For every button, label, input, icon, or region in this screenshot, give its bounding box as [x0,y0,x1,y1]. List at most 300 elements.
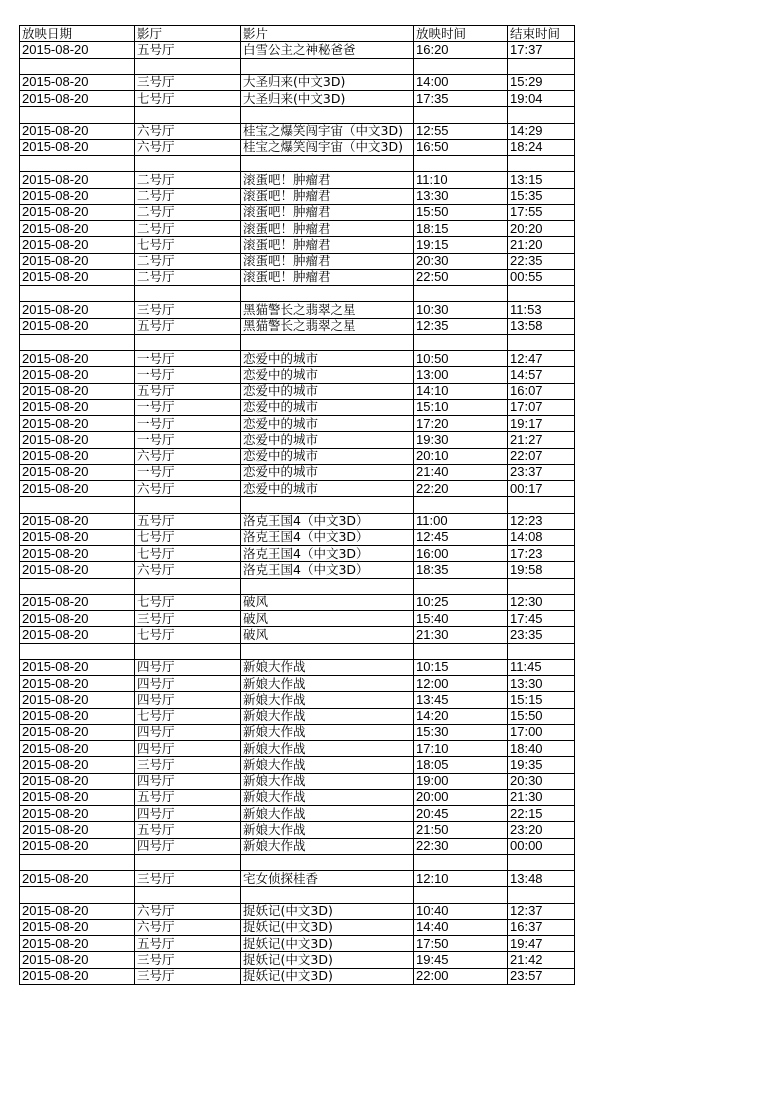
header-end-time: 结束时间 [508,26,575,42]
cell-film: 破风 [241,594,414,610]
cell-end-time: 00:55 [508,269,575,285]
cell-film [241,156,414,172]
table-row [20,676,575,692]
cell-date: 2015-08-20 [20,968,135,984]
cell-date [20,334,135,350]
cell-start-time: 12:45 [414,529,508,545]
cell-start-time: 15:10 [414,399,508,415]
table-row [20,123,575,139]
table-row [20,269,575,285]
table-row [20,139,575,155]
cell-hall: 五号厅 [135,42,241,58]
cell-start-time: 19:45 [414,952,508,968]
cell-film: 新娘大作战 [241,757,414,773]
table-row [20,562,575,578]
cell-end-time: 21:27 [508,432,575,448]
spacer-row [20,156,575,172]
cell-hall: 六号厅 [135,562,241,578]
cell-date: 2015-08-20 [20,903,135,919]
cell-date: 2015-08-20 [20,318,135,334]
cell-end-time: 13:15 [508,172,575,188]
cell-end-time: 17:55 [508,204,575,220]
cell-date: 2015-08-20 [20,838,135,854]
cell-end-time: 11:53 [508,302,575,318]
table-body [20,42,575,985]
cell-hall: 七号厅 [135,627,241,643]
cell-film: 洛克王国4（中文3D） [241,513,414,529]
cell-film [241,854,414,870]
cell-film: 洛克王国4（中文3D） [241,562,414,578]
cell-film: 新娘大作战 [241,676,414,692]
cell-hall: 五号厅 [135,383,241,399]
cell-film: 新娘大作战 [241,692,414,708]
cell-film: 新娘大作战 [241,708,414,724]
cell-hall: 五号厅 [135,789,241,805]
cell-start-time: 12:00 [414,676,508,692]
cell-film: 滚蛋吧！肿瘤君 [241,269,414,285]
cell-start-time: 11:10 [414,172,508,188]
table-row [20,692,575,708]
table-row [20,91,575,107]
cell-start-time [414,286,508,302]
header-start-time: 放映时间 [414,26,508,42]
cell-hall: 一号厅 [135,416,241,432]
cell-start-time: 10:40 [414,903,508,919]
cell-film: 桂宝之爆笑闯宇宙（中文3D) [241,123,414,139]
cell-date [20,643,135,659]
table-row [20,42,575,58]
cell-film: 新娘大作战 [241,659,414,675]
cell-end-time: 13:48 [508,871,575,887]
cell-hall [135,578,241,594]
cell-film: 滚蛋吧！肿瘤君 [241,204,414,220]
cell-film: 捉妖记(中文3D) [241,903,414,919]
cell-film: 滚蛋吧！肿瘤君 [241,253,414,269]
header-row [20,26,575,42]
table-row [20,318,575,334]
cell-start-time: 22:30 [414,838,508,854]
cell-start-time: 16:00 [414,546,508,562]
cell-start-time: 10:30 [414,302,508,318]
cell-film: 恋爱中的城市 [241,399,414,415]
cell-date: 2015-08-20 [20,399,135,415]
table-row [20,611,575,627]
cell-start-time: 17:50 [414,936,508,952]
cell-hall: 一号厅 [135,432,241,448]
cell-date [20,887,135,903]
cell-start-time: 14:20 [414,708,508,724]
table-row [20,237,575,253]
table-row [20,529,575,545]
cell-hall: 七号厅 [135,529,241,545]
cell-film: 大圣归来(中文3D) [241,74,414,90]
cell-end-time: 22:15 [508,806,575,822]
table-row [20,627,575,643]
cell-date: 2015-08-20 [20,822,135,838]
cell-end-time: 19:04 [508,91,575,107]
cell-end-time: 17:37 [508,42,575,58]
cell-date [20,58,135,74]
cell-hall: 五号厅 [135,513,241,529]
cell-hall: 四号厅 [135,676,241,692]
table-row [20,838,575,854]
table-row [20,188,575,204]
cell-end-time: 23:57 [508,968,575,984]
cell-hall [135,58,241,74]
cell-date: 2015-08-20 [20,708,135,724]
cell-hall: 三号厅 [135,611,241,627]
cell-end-time: 18:40 [508,741,575,757]
cell-date: 2015-08-20 [20,773,135,789]
cell-film: 破风 [241,611,414,627]
cell-hall: 六号厅 [135,139,241,155]
cell-start-time [414,887,508,903]
cell-hall: 六号厅 [135,481,241,497]
cell-film [241,58,414,74]
cell-hall: 二号厅 [135,221,241,237]
cell-film: 黑猫警长之翡翠之星 [241,318,414,334]
table-row [20,383,575,399]
spacer-row [20,58,575,74]
cell-end-time: 00:17 [508,481,575,497]
cell-end-time: 16:37 [508,919,575,935]
cell-start-time: 12:35 [414,318,508,334]
header-date: 放映日期 [20,26,135,42]
cell-date: 2015-08-20 [20,383,135,399]
table-row [20,221,575,237]
cell-film: 新娘大作战 [241,773,414,789]
cell-end-time: 22:07 [508,448,575,464]
cell-film: 洛克王国4（中文3D） [241,546,414,562]
cell-start-time: 13:45 [414,692,508,708]
spacer-row [20,286,575,302]
cell-film: 白雪公主之神秘爸爸 [241,42,414,58]
cell-end-time: 15:15 [508,692,575,708]
cell-date: 2015-08-20 [20,204,135,220]
table-row [20,172,575,188]
cell-hall: 四号厅 [135,838,241,854]
cell-date: 2015-08-20 [20,627,135,643]
cell-date: 2015-08-20 [20,42,135,58]
cell-start-time [414,156,508,172]
cell-date: 2015-08-20 [20,448,135,464]
cell-end-time: 19:47 [508,936,575,952]
cell-start-time: 22:50 [414,269,508,285]
table-row [20,968,575,984]
cell-film: 恋爱中的城市 [241,481,414,497]
cell-start-time: 16:20 [414,42,508,58]
cell-date [20,286,135,302]
cell-date: 2015-08-20 [20,302,135,318]
cell-date: 2015-08-20 [20,757,135,773]
cell-date: 2015-08-20 [20,806,135,822]
cell-hall: 四号厅 [135,773,241,789]
cell-start-time: 14:10 [414,383,508,399]
cell-end-time: 14:08 [508,529,575,545]
cell-date: 2015-08-20 [20,351,135,367]
cell-film [241,643,414,659]
cell-date: 2015-08-20 [20,513,135,529]
cell-end-time: 16:07 [508,383,575,399]
cell-start-time: 16:50 [414,139,508,155]
cell-date: 2015-08-20 [20,529,135,545]
cell-start-time: 14:00 [414,74,508,90]
cell-end-time: 15:50 [508,708,575,724]
cell-start-time: 21:50 [414,822,508,838]
cell-hall: 三号厅 [135,757,241,773]
cell-start-time [414,497,508,513]
cell-film: 恋爱中的城市 [241,464,414,480]
cell-date: 2015-08-20 [20,432,135,448]
cell-date: 2015-08-20 [20,481,135,497]
cell-end-time [508,643,575,659]
cell-date [20,107,135,123]
table-row [20,903,575,919]
cell-hall [135,156,241,172]
cell-end-time: 12:23 [508,513,575,529]
cell-start-time: 19:00 [414,773,508,789]
cell-date: 2015-08-20 [20,188,135,204]
cell-date: 2015-08-20 [20,172,135,188]
cell-hall: 四号厅 [135,741,241,757]
cell-end-time: 22:35 [508,253,575,269]
cell-end-time: 19:17 [508,416,575,432]
cell-end-time: 00:00 [508,838,575,854]
cell-date: 2015-08-20 [20,416,135,432]
table-row [20,464,575,480]
cell-hall [135,643,241,659]
cell-hall: 六号厅 [135,919,241,935]
cell-film: 新娘大作战 [241,822,414,838]
cell-hall: 二号厅 [135,253,241,269]
cell-end-time: 13:58 [508,318,575,334]
cell-end-time: 23:20 [508,822,575,838]
cell-hall: 四号厅 [135,724,241,740]
cell-start-time: 19:30 [414,432,508,448]
spacer-row [20,578,575,594]
cell-end-time: 21:30 [508,789,575,805]
cell-hall: 五号厅 [135,936,241,952]
cell-date: 2015-08-20 [20,221,135,237]
cell-end-time [508,887,575,903]
cell-start-time: 12:55 [414,123,508,139]
cell-hall: 二号厅 [135,188,241,204]
cell-start-time: 10:50 [414,351,508,367]
table-row [20,513,575,529]
spacer-row [20,497,575,513]
table-row [20,724,575,740]
table-row [20,351,575,367]
cell-end-time: 12:47 [508,351,575,367]
table-row [20,659,575,675]
cell-hall: 三号厅 [135,952,241,968]
cell-hall: 三号厅 [135,302,241,318]
schedule-table [19,25,575,985]
cell-film: 黑猫警长之翡翠之星 [241,302,414,318]
cell-film: 恋爱中的城市 [241,383,414,399]
cell-film: 恋爱中的城市 [241,367,414,383]
cell-hall: 三号厅 [135,871,241,887]
cell-film: 恋爱中的城市 [241,432,414,448]
cell-start-time [414,643,508,659]
cell-film: 新娘大作战 [241,838,414,854]
cell-end-time [508,58,575,74]
cell-hall: 二号厅 [135,204,241,220]
table-row [20,448,575,464]
table-row [20,773,575,789]
cell-film: 捉妖记(中文3D) [241,919,414,935]
cell-film: 滚蛋吧！肿瘤君 [241,188,414,204]
table-row [20,367,575,383]
cell-end-time: 21:20 [508,237,575,253]
cell-date: 2015-08-20 [20,562,135,578]
table-row [20,936,575,952]
cell-hall [135,887,241,903]
cell-end-time: 17:07 [508,399,575,415]
cell-end-time [508,334,575,350]
cell-hall: 三号厅 [135,74,241,90]
cell-start-time: 19:15 [414,237,508,253]
table-row [20,302,575,318]
cell-date: 2015-08-20 [20,659,135,675]
cell-end-time: 20:30 [508,773,575,789]
cell-date [20,156,135,172]
cell-date: 2015-08-20 [20,139,135,155]
cell-film: 桂宝之爆笑闯宇宙（中文3D) [241,139,414,155]
cell-start-time: 18:35 [414,562,508,578]
spacer-row [20,854,575,870]
table-row [20,806,575,822]
table-row [20,481,575,497]
cell-hall [135,854,241,870]
table-row [20,919,575,935]
cell-film: 新娘大作战 [241,724,414,740]
cell-end-time: 17:23 [508,546,575,562]
cell-film: 恋爱中的城市 [241,448,414,464]
cell-film: 新娘大作战 [241,789,414,805]
cell-start-time: 22:00 [414,968,508,984]
cell-film: 洛克王国4（中文3D） [241,529,414,545]
table-row [20,546,575,562]
cell-date: 2015-08-20 [20,676,135,692]
cell-hall: 一号厅 [135,367,241,383]
cell-hall: 二号厅 [135,269,241,285]
cell-date: 2015-08-20 [20,789,135,805]
cell-hall [135,497,241,513]
cell-start-time: 17:35 [414,91,508,107]
cell-hall: 二号厅 [135,172,241,188]
table-row [20,416,575,432]
cell-hall: 七号厅 [135,546,241,562]
cell-film: 恋爱中的城市 [241,351,414,367]
cell-end-time: 19:35 [508,757,575,773]
cell-end-time: 23:37 [508,464,575,480]
table-row [20,871,575,887]
cell-start-time: 15:50 [414,204,508,220]
cell-hall: 一号厅 [135,351,241,367]
cell-end-time: 20:20 [508,221,575,237]
cell-end-time: 18:24 [508,139,575,155]
header-hall: 影厅 [135,26,241,42]
cell-date: 2015-08-20 [20,741,135,757]
cell-film [241,334,414,350]
table-row [20,204,575,220]
cell-end-time: 13:30 [508,676,575,692]
table-row [20,74,575,90]
cell-start-time: 22:20 [414,481,508,497]
cell-hall: 三号厅 [135,968,241,984]
cell-start-time: 10:25 [414,594,508,610]
cell-date: 2015-08-20 [20,237,135,253]
table-row [20,757,575,773]
cell-film: 恋爱中的城市 [241,416,414,432]
cell-end-time: 17:45 [508,611,575,627]
cell-film: 破风 [241,627,414,643]
cell-film [241,286,414,302]
cell-film [241,887,414,903]
cell-end-time: 14:29 [508,123,575,139]
cell-hall [135,334,241,350]
cell-end-time: 14:57 [508,367,575,383]
cell-start-time: 20:30 [414,253,508,269]
cell-end-time [508,578,575,594]
cell-start-time [414,58,508,74]
cell-film [241,107,414,123]
cell-hall [135,286,241,302]
table-row [20,253,575,269]
spacer-row [20,887,575,903]
cell-hall: 四号厅 [135,806,241,822]
cell-end-time: 23:35 [508,627,575,643]
cell-end-time [508,854,575,870]
cell-date: 2015-08-20 [20,546,135,562]
cell-hall: 六号厅 [135,448,241,464]
cell-hall: 六号厅 [135,903,241,919]
cell-hall: 七号厅 [135,91,241,107]
cell-date: 2015-08-20 [20,936,135,952]
cell-hall: 七号厅 [135,237,241,253]
cell-date: 2015-08-20 [20,871,135,887]
cell-film: 新娘大作战 [241,806,414,822]
cell-hall: 五号厅 [135,318,241,334]
table-row [20,822,575,838]
cell-start-time: 15:40 [414,611,508,627]
cell-hall: 六号厅 [135,123,241,139]
cell-start-time: 11:00 [414,513,508,529]
cell-start-time: 17:20 [414,416,508,432]
table-row [20,741,575,757]
cell-start-time: 14:40 [414,919,508,935]
cell-film: 捉妖记(中文3D) [241,936,414,952]
cell-start-time: 18:15 [414,221,508,237]
table-row [20,708,575,724]
cell-date: 2015-08-20 [20,724,135,740]
cell-date: 2015-08-20 [20,269,135,285]
cell-date: 2015-08-20 [20,123,135,139]
cell-hall: 五号厅 [135,822,241,838]
cell-film: 大圣归来(中文3D) [241,91,414,107]
cell-end-time: 15:29 [508,74,575,90]
cell-end-time [508,107,575,123]
cell-hall [135,107,241,123]
cell-hall: 四号厅 [135,659,241,675]
cell-date: 2015-08-20 [20,952,135,968]
cell-film: 捉妖记(中文3D) [241,968,414,984]
cell-date: 2015-08-20 [20,594,135,610]
cell-start-time: 18:05 [414,757,508,773]
cell-start-time [414,334,508,350]
cell-end-time [508,497,575,513]
